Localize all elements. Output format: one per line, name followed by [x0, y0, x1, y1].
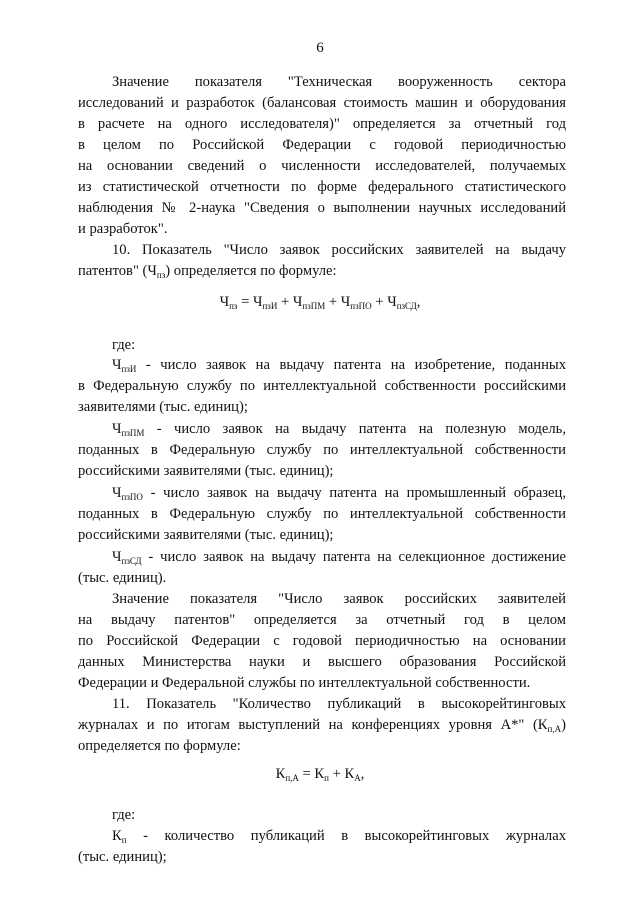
where-label-1: где: [112, 337, 136, 353]
paragraph-2-line-4: данных Министерства науки и высшего образования Российской [78, 654, 566, 670]
formula-patent-applications: $Ч_{пз} = Ч_{пзИ} + Ч_{пзПМ} + Ч_{пзПО} + Ч_{пзСД}$, [219, 294, 421, 311]
page-number: 6 [316, 40, 324, 56]
definition-1-line-1: $Ч_{пзИ}$ - число заявок на выдачу патента на изобретение, поданных [112, 357, 566, 374]
paragraph-1-line-7: наблюдения № 2-наука "Сведения о выполнении научных исследований [78, 200, 566, 216]
paragraph-2-line-5: Федерации и Федеральной службы по интеллектуальной собственности. [78, 675, 531, 691]
definition-5-line-1: $К_п$ - количество публикаций в высокорейтинговых журналах [112, 828, 566, 845]
paragraph-2-line-2: на выдачу патентов" определяется за отчетный год в целом [78, 612, 566, 628]
item-11-line-2: журналах и по итогам выступлений на конференциях уровня А*" $(К_{п,А})$ [78, 717, 566, 734]
paragraph-1-line-8: и разработок". [78, 221, 168, 237]
item-10-line-2: патентов" $(Ч_{пз})$ определяется по формуле: [78, 263, 337, 280]
formula-publications: $К_{п,А} = К_п + К_А$, [275, 766, 365, 783]
definition-2-line-1: $Ч_{пзПМ}$ - число заявок на выдачу патента на полезную модель, [112, 421, 566, 438]
definition-4-line-1: $Ч_{пзСД}$ - число заявок на выдачу патента на селекционное достижение [112, 549, 566, 566]
item-11-line-3: определяется по формуле: [78, 738, 241, 754]
definition-1-line-3: заявителями (тыс. единиц); [78, 399, 248, 415]
definition-3-line-1: $Ч_{пзПО}$ - число заявок на выдачу патента на промышленный образец, [112, 485, 566, 502]
item-11-line-1: 11. Показатель "Количество публикаций в высокорейтинговых [112, 696, 566, 712]
item-10-line-1: 10. Показатель "Число заявок российских заявителей на выдачу [112, 242, 566, 258]
paragraph-1-line-4: в целом по Российской Федерации с годовой периодичностью [78, 137, 566, 153]
definition-2-line-3: российскими заявителями (тыс. единиц); [78, 463, 334, 479]
paragraph-1-line-2: исследований и разработок (балансовая стоимость машин и оборудования [78, 95, 566, 111]
paragraph-1-line-5: на основании сведений о численности исследователей, получаемых [78, 158, 566, 174]
paragraph-1-line-6: из статистической отчетности по форме федерального статистического [78, 179, 566, 195]
paragraph-1-line-1: Значение показателя "Техническая вооруженность сектора [112, 74, 566, 90]
definition-3-line-2: поданных в Федеральную службу по интеллектуальной собственности [78, 506, 566, 522]
definition-5-line-2: (тыс. единиц); [78, 849, 167, 865]
paragraph-2-line-1: Значение показателя "Число заявок российских заявителей [112, 591, 566, 607]
definition-1-line-2: в Федеральную службу по интеллектуальной собственности российскими [78, 378, 566, 394]
definition-2-line-2: поданных в Федеральную службу по интеллектуальной собственности [78, 442, 566, 458]
paragraph-2-line-3: по Российской Федерации с годовой периодичностью на основании [78, 633, 566, 649]
where-label-2: где: [112, 807, 136, 823]
paragraph-1-line-3: в расчете на одного исследователя)" определяется за отчетный год [78, 116, 566, 132]
definition-4-line-2: (тыс. единиц). [78, 570, 167, 586]
definition-3-line-3: российскими заявителями (тыс. единиц); [78, 527, 334, 543]
